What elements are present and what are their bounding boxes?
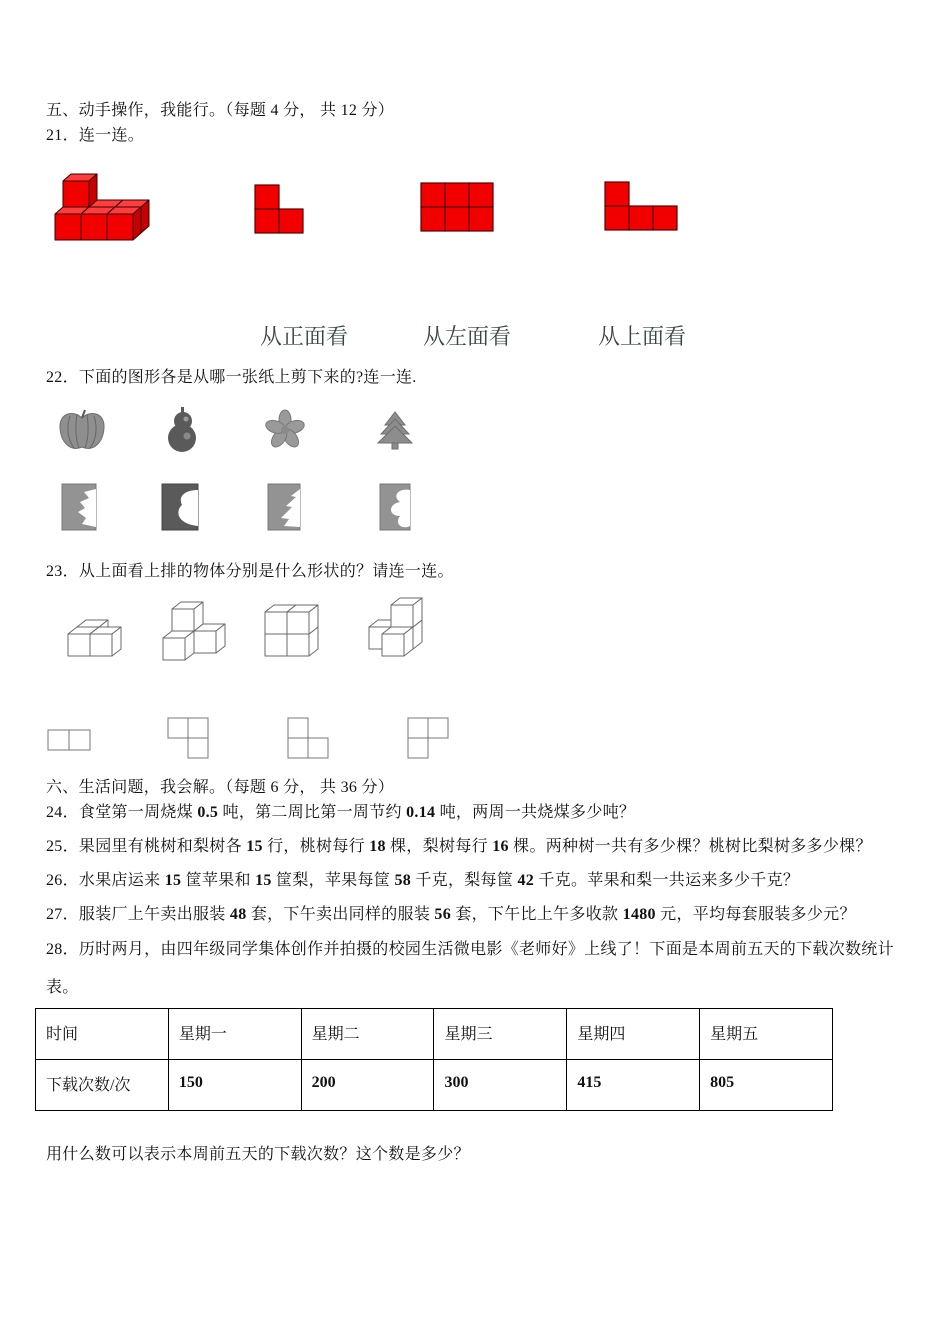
table-header-cell: 星期一 (168, 1009, 301, 1060)
red-square (629, 206, 653, 230)
apple-cutout-icon (60, 410, 104, 448)
table-header-cell: 星期二 (301, 1009, 434, 1060)
table-value-cell: 200 (301, 1060, 434, 1111)
q23-figures (0, 588, 480, 768)
q22-figures (0, 400, 440, 540)
red-square (421, 183, 445, 207)
text-segment: 棵。两种树一共有多少棵？桃树比梨树多多少棵？ (508, 838, 872, 855)
text-segment: 棵，梨树每行 (385, 838, 493, 855)
top-view-option-1 (48, 730, 90, 750)
cube-front-face (382, 634, 404, 656)
red-square (605, 182, 629, 206)
table-value-cell: 150 (168, 1060, 301, 1111)
number-value: 0.5 (197, 804, 219, 821)
red-square (605, 206, 629, 230)
text-segment: 吨，两周一共烧煤多少吨？ (435, 804, 636, 821)
red-square (421, 207, 445, 231)
grid-square (168, 718, 188, 738)
grid-square (69, 730, 90, 750)
cube-front-face (55, 214, 81, 240)
number-value: 0.14 (406, 804, 436, 821)
grid-square (408, 738, 428, 758)
grid-square (288, 718, 308, 738)
view-shape-c (605, 182, 677, 230)
grid-square (308, 738, 328, 758)
red-square (279, 209, 303, 233)
red-square (469, 183, 493, 207)
table-row-label: 下载次数/次 (36, 1060, 169, 1111)
cube-object-3 (265, 605, 318, 656)
number-value: 16 (492, 838, 509, 855)
section-5-heading: 五、动手操作，我能行。（每题 4 分， 共 12 分） (46, 102, 395, 119)
question-28-line-2: 表。 (46, 979, 79, 996)
grid-square (48, 730, 69, 750)
folded-paper-3-icon (268, 484, 300, 530)
section-6-heading: 六、生活问题，我会解。（每题 6 分， 共 36 分） (46, 779, 395, 796)
text-segment: 套，下午卖出同样的服装 (246, 906, 435, 923)
cube-front-face (265, 634, 287, 656)
view-label-left: 从左面看 (423, 325, 512, 350)
top-view-option-4 (408, 718, 448, 758)
top-view-option-2 (168, 718, 208, 758)
table-value-cell: 805 (700, 1060, 833, 1111)
cube-object-1 (68, 620, 121, 656)
cube-front-face (265, 612, 287, 634)
table-header-cell: 星期五 (700, 1009, 833, 1060)
cube-front-face (287, 634, 309, 656)
text-segment: 千克。苹果和梨一共运来多少千克？ (534, 872, 800, 889)
cube-front-face (63, 181, 89, 207)
question-28-ask: 用什么数可以表示本周前五天的下载次数？这个数是多少？ (46, 1146, 470, 1163)
red-square (255, 209, 279, 233)
text-segment: 24．食堂第一周烧煤 (46, 804, 198, 821)
text-segment: 26．水果店运来 (46, 872, 165, 889)
number-value: 56 (434, 906, 452, 923)
table-header-cell: 时间 (36, 1009, 169, 1060)
gourd-cutout-icon (168, 407, 196, 452)
grid-square (288, 738, 308, 758)
cube-object-4 (369, 598, 422, 656)
number-value: 58 (394, 872, 412, 889)
table-value-cell: 300 (434, 1060, 567, 1111)
text-segment: 千克，梨每筐 (411, 872, 518, 889)
text-segment: 行，桃树每行 (262, 838, 370, 855)
question-21-prompt: 21．连一连。 (46, 127, 145, 144)
view-shape-a (255, 185, 303, 233)
q21-figures (0, 160, 720, 250)
question-26 (46, 872, 799, 890)
number-value: 18 (369, 838, 386, 855)
question-27 (46, 906, 856, 924)
text-segment: 吨，第二周比第一周节约 (218, 804, 407, 821)
tree-cutout-icon (378, 412, 412, 449)
cube-front-face (68, 634, 90, 656)
question-28-line-1: 28．历时两月，由四年级同学集体创作并拍摄的校园生活微电影《老师好》上线了！下面是本周前五天的下载次数统计 (46, 941, 894, 958)
table-header-row (36, 1009, 833, 1060)
number-value: 48 (229, 906, 247, 923)
download-count-table (35, 1008, 833, 1111)
number-value: 15 (255, 872, 272, 889)
question-22-prompt: 22．下面的图形各是从哪一张纸上剪下来的?连一连. (46, 369, 417, 386)
cube-front-face (107, 214, 133, 240)
text-segment: 筐梨，苹果每筐 (271, 872, 395, 889)
folded-paper-1-icon (62, 484, 96, 530)
red-square (445, 207, 469, 231)
top-view-option-3 (288, 718, 328, 758)
question-23-prompt: 23．从上面看上排的物体分别是什么形状的？请连一连。 (46, 563, 454, 580)
folded-paper-4-icon (380, 484, 410, 530)
view-shape-b (421, 183, 493, 231)
red-cube-solid (55, 174, 149, 240)
text-segment: 27．服装厂上午卖出服装 (46, 906, 230, 923)
cube-front-face (81, 214, 107, 240)
cube-front-face (391, 605, 413, 627)
view-label-top: 从上面看 (598, 325, 687, 350)
question-25 (46, 838, 872, 856)
text-segment: 筐苹果和 (181, 872, 256, 889)
text-segment: 25．果园里有桃树和梨树各 (46, 838, 247, 855)
question-24 (46, 804, 635, 822)
red-square (653, 206, 677, 230)
red-square (469, 207, 493, 231)
cube-front-face (172, 609, 194, 631)
grid-square (188, 718, 208, 738)
table-header-cell: 星期三 (434, 1009, 567, 1060)
table-data-row (36, 1060, 833, 1111)
table-header-cell: 星期四 (567, 1009, 700, 1060)
text-segment: 元，平均每套服装多少元？ (655, 906, 856, 923)
number-value: 15 (246, 838, 263, 855)
flower-cutout-icon (264, 410, 306, 450)
grid-square (188, 738, 208, 758)
grid-square (408, 718, 428, 738)
folded-paper-2-icon (162, 484, 198, 530)
number-value: 42 (517, 872, 535, 889)
text-segment: 套，下午比上午多收款 (451, 906, 623, 923)
number-value: 1480 (622, 906, 656, 923)
number-value: 15 (164, 872, 182, 889)
red-square (255, 185, 279, 209)
view-label-front: 从正面看 (260, 325, 349, 350)
cube-object-2 (163, 602, 225, 660)
grid-square (428, 718, 448, 738)
table-value-cell: 415 (567, 1060, 700, 1111)
cube-front-face (163, 638, 185, 660)
red-square (445, 183, 469, 207)
cube-front-face (90, 634, 112, 656)
cube-front-face (194, 631, 216, 653)
cube-front-face (287, 612, 309, 634)
